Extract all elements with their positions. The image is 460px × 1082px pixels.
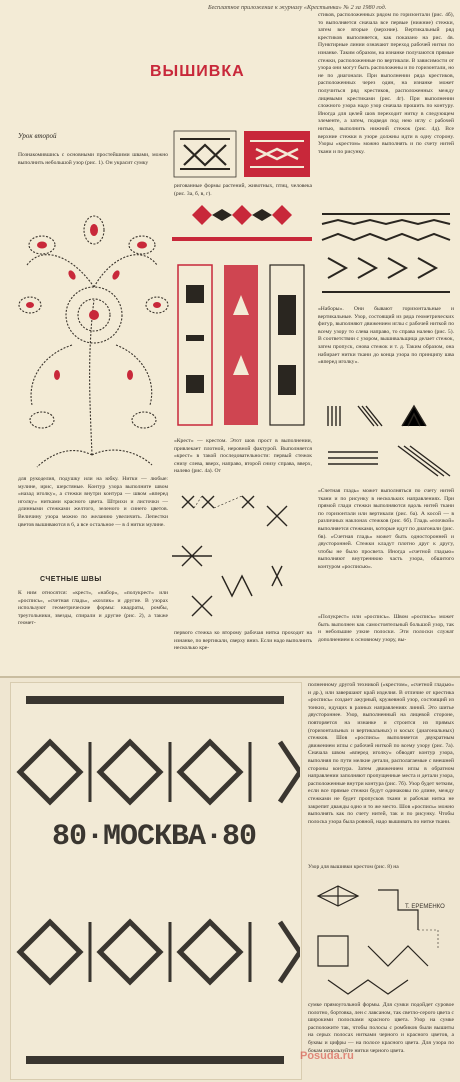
rospis-continued-paragraph: полненному другой техникой («крестом», «счетной гладью» и др.), или завершают край изделия. В отличие от крестика «роспись» создает ажурный, кружевной узор, состоящий из тонких, идущих в разных направлениях линий. Это шитье двустороннее. Узор, выполненный на лицевой стороне, повторяется на изнанке и строится из прямых (горизонтальных и вертикальных) и косых (диагональных) стежков. Шов «роспись» выполняется двукратным движением иглы с рабочей ниткой по всему узору (рис. 7а). Сначала швом «вперед иголку» обводят контур узора, выполняя по пути мелкие детали, располагаемые с внешней стороны контура. Затем движением иглы в обратном направлении заполняют пропущенные места и детали узора, расположенные внутри контура (рис. 7б). Узор будет четким, если все прямые стежки будут одинаковы по длине, между стежками не будет пропусков ткани и рабочая нитка не закрепит дважды одно и то же место. Шов «роспись» можно выполнять как по счету нитей, так и по рисунку. Чтобы полоска узора была ровной, надо вышивать по нитке ткани. <box>308 682 454 825</box>
counted-satin-figure <box>318 396 454 486</box>
pattern-grid-figure <box>10 682 300 1078</box>
counted-paragraph: К ним относятся: «крест», «набор», «полукрест» или «роспись», «счетная гладь», «козлик» и другие. В узорах используют геометрические формы: квадраты, ромбы, треугольники, звезды, спирали и другие (рис. 2), а также геомет- <box>18 590 168 627</box>
page-title: ВЫШИВКА <box>150 63 245 80</box>
cross-paragraph: «Крест» — крестом. Этот шов прост в выполнении, привлекает плотной, неровной фактурой. Выполняется «крест» в такой последовательности: первый стежок снизу слева, вверх, направо, второй снизу справа, вверх, налево (рис. 4а). От <box>174 438 312 475</box>
page-header: Бесплатное приложение к журналу «Крестьянка» № 2 за 1980 год. <box>208 4 387 11</box>
center-bottom-paragraph: первого стежка ко второму рабочая нитка проходит на изнанке, по вертикали, сверху вниз. Если надо выполнить несколько кре- <box>174 630 312 652</box>
pattern-note: Узор для вышивки крестом (рис. 8) на <box>308 864 399 870</box>
nabor-paragraph: «Наборы». Они бывают горизонтальные и вертикальные. Узор, состоящий из ряда геометрических фигур, выполняют движением иглы с рабочей ниткой по всему узору то слева направо, то справа налево (рис. 5). В соответствии с узором, вышивальщица делает стежок, затем пропуск, снова стежок и т. д. Таким образом, она набирает нитки ткани до конца узора по принципу шва «вперед иголку». <box>318 306 454 366</box>
rospis-diagram-figure <box>308 876 454 1000</box>
rospis-paragraph: «Полукрест» или «роспись». Швом «роспись» может быть выполнен как самостоятельный большой узор, так и небольшие узкие полоски. Эти полоски служат дополнением к основному узору, вы- <box>318 614 454 643</box>
spread-divider <box>0 676 460 678</box>
right-top-paragraph: стиков, расположенных рядом по горизонтали (рис. 4б), то выполняется сначала все первые (нижние) стежки, затем все вторые (верхние). Вертикальный ряд крестиков выполняется, как показано на рис. 4в. Пунктирные линии означают переход рабочей нитки по изнанке. Таким образом, на изнанке получаются прямые стежки, расположенные по вертикали. В зависимости от узора они могут быть расположены и по горизонтали, но не по диагонали. При выполнении ряда крестиков, расположенных через один, на изнанке может получиться ряд крестиков, расположенных между лицевыми крестиками (рис. 4г). При выполнении сложного узора надо узор сначала прошить по контуру. Иногда для целей шов переходит нитку в следующем элементе, а затем, подведя под нею иглу с рабочей нитью, выполнить нижний стежок (рис. 4д). Все верхние стежки в узоре должны идти в одну сторону. Узоры «крестом» можно выполнять и по счету нитей ткани и по рисунку. <box>318 12 454 155</box>
watermark-logo: Posuda.ru <box>300 1050 354 1062</box>
nabor-stitch-figure <box>318 208 454 304</box>
intro-paragraph: Познакомившись с основными простейшими швами, можно выполнить небольшой узор (рис. 1). Он украсит сумку <box>18 152 168 166</box>
lesson-label: Урок второй <box>18 132 57 140</box>
center-top-paragraph: ригованные формы растений, животных, птиц, человека (рис. 3а, б, в, г). <box>174 183 312 197</box>
moscow-80-pattern: 80·МОСКВА·80 <box>51 820 257 854</box>
section-title: СЧЕТНЫЕ ШВЫ <box>40 576 102 583</box>
stitch-diagrams-figure <box>172 486 312 626</box>
glad-paragraph: «Счетная гладь» может выполняться по счету нитей ткани и по рисунку в нескольких направлениях. При прямой глади стежки выполняются вдоль нитей ткани по горизонтали или вертикали (рис. 6а). А косой — в различных наклонах стежков (рис. 6б). Гладь «елочкой» выполняется стежками, которые идут по диагонали (рис. 6в). «Счетная гладь» может быть односторонней и двусторонней. Стежки кладут плотно друг к другу, чтобы не было просвета. Иногда «счетной гладью» выполняют внутреннюю часть узора, обшитого контуром «росписью». <box>318 488 454 570</box>
cross-stitch-bands-figure <box>172 205 312 435</box>
floral-embroidery-figure <box>12 205 170 473</box>
geometric-motifs-figure <box>172 127 312 181</box>
instructions-paragraph: для рукоделия, подушку или на юбку. Нитки — любые: мулине, ирис, шерстяные. Контур узора выполните швом «назад иголку», а стежки внутри контура — швом «вперед иголку» нитками красного цвета. Штрихи и листочки — длинными стежками желтого, зеленого и синего цветов. Величину узора можно по желанию увеличить. Лепестки цветов вышиваются в 6, а все остальное — в 4 нитки мулине. <box>18 476 168 528</box>
author-signature: Т. ЕРЕМЕНКО <box>405 904 445 910</box>
bag-paragraph: сумке прямоугольной формы. Для сумки подойдет суровое полотно, бортовка, лен с лавсаном, так светло-серого цвета с широкими полосками красного цвета. Узор на сумке расположите так, чтобы полосы с ромбиков были вышиты на серых полосах нитками черного и красного цветов, а буквы и цифры — на полосе красного цвета. Для узора по бокам используйте нитки черного цвета. <box>308 1002 454 1054</box>
